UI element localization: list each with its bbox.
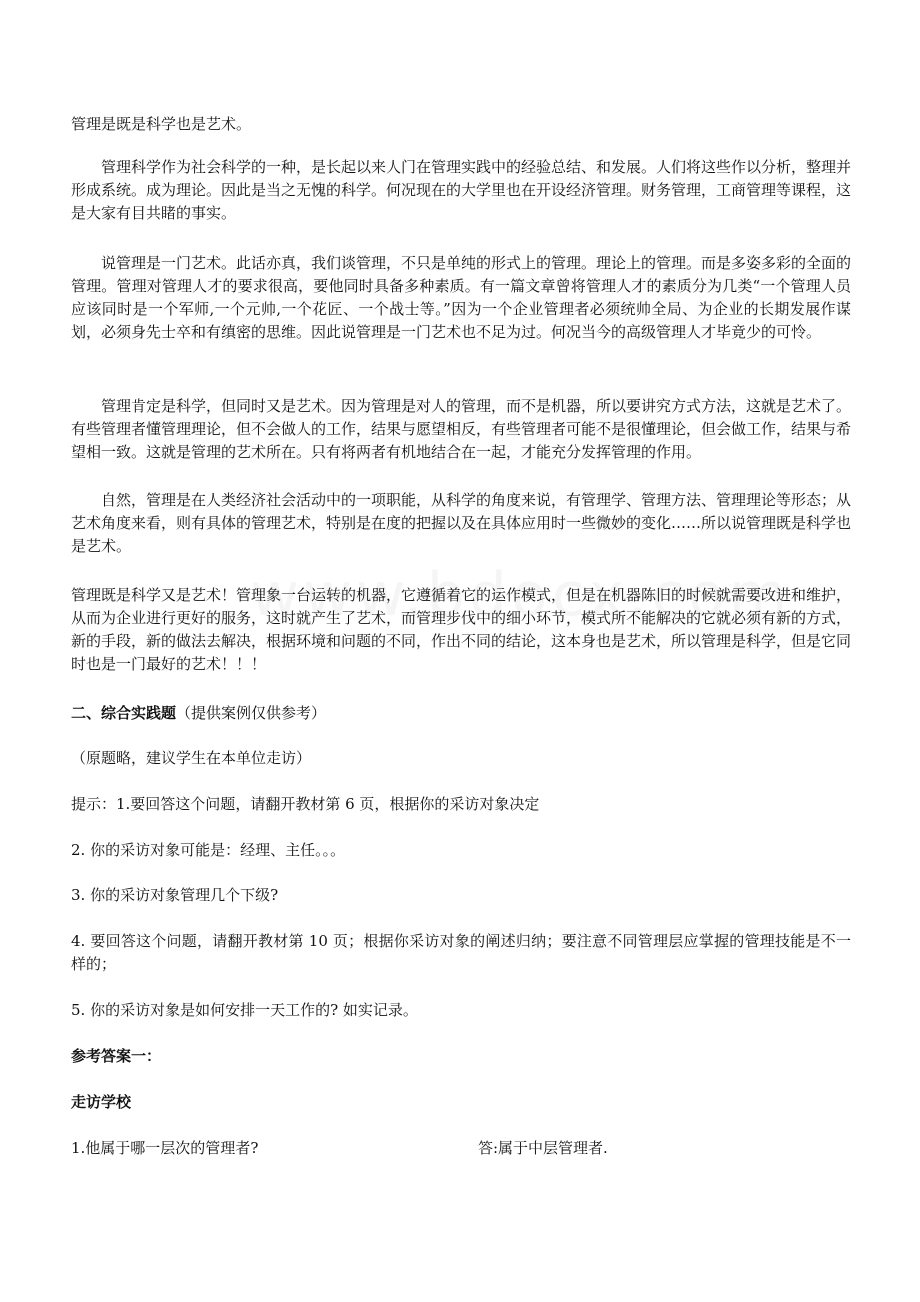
visit-note: （原题略，建议学生在本单位走访） [71,749,312,767]
hint-5: 5. 你的采访对象是如何安排一天工作的? 如实记录。 [71,1001,418,1019]
paragraph-4: 管理肯定是科学，但同时又是艺术。因为管理是对人的管理，而不是机器，所以要讲究方式方法，这就是艺术了。有些管理者懂管理理论，但不会做人的工作，结果与愿望相反，有些管理者可能不是很懂理论，但会做工作，结果与希望相一致。这就是管理的艺术所在。只有将两者有机地结合在一起，才能充分发挥管理的作用。 [71,397,852,461]
section-heading-bold: 二、综合实践题 [71,704,177,722]
hint-3: 3. 你的采访对象管理几个下级? [71,886,279,904]
reference-answer-heading: 参考答案一： [71,1047,162,1065]
paragraph-1: 管理是既是科学也是艺术。 [71,115,252,133]
paragraph-6: 管理既是科学又是艺术！管理象一台运转的机器，它遵循着它的运作模式，但是在机器陈旧的时候就需要改进和维护，从而为企业进行更好的服务，这时就产生了艺术，而管理步伐中的细小环节，模式所不能解决的它就必须有新的方式，新的手段，新的做法去解决，根据环境和问题的不同，作出不同的结论，这本身也是艺术，所以管理是科学，但是它同时也是一门最好的艺术！！！ [71,586,852,673]
hint-4: 4. 要回答这个问题，请翻开教材第 10 页；根据你采访对象的阐述归纳；要注意不同管理层应掌握的管理技能是不一样的； [71,932,851,973]
hint-1: 提示：1.要回答这个问题，请翻开教材第 6 页，根据你的采访对象决定 [71,795,540,813]
paragraph-3: 说管理是一门艺术。此话亦真，我们谈管理，不只是单纯的形式上的管理。理论上的管理。而是多姿多彩的全面的管理。管理对管理人才的要求很高，要他同时具备多种素质。有一篇文章曾将管理人才的素质分为几类“一个管理人员应该同时是一个军师,一个元帅,一个花匠、一个战士等。”因为一个企业管理者必须统帅全局、为企业的长期发展作谋划，必须身先士卒和有缜密的思维。因此说管理是一门艺术也不足为过。何况当今的高级管理人才毕竟少的可怜。 [71,254,852,341]
question-1: 1.他属于哪一层次的管理者? [71,1139,259,1157]
visit-school-heading: 走访学校 [71,1093,132,1111]
hint-2: 2. 你的采访对象可能是：经理、主任。。。 [71,841,346,859]
answer-1: 答:属于中层管理者. [478,1139,608,1157]
paragraph-2: 管理科学作为社会科学的一种，是长起以来人门在管理实践中的经验总结、和发展。人们将这些作以分析，整理并形成系统。成为理论。因此是当之无愧的科学。何况现在的大学里也在开设经济管理。财务管理，工商管理等课程，这是大家有目共睹的事实。 [71,158,852,222]
section-heading-note: （提供案例仅供参考） [176,704,327,722]
section-heading [71,702,851,725]
paragraph-5: 自然，管理是在人类经济社会活动中的一项职能，从科学的角度来说，有管理学、管理方法、管理理论等形态；从艺术角度来看，则有具体的管理艺术，特别是在度的把握以及在具体应用时一些微妙的变化……所以说管理既是科学也是艺术。 [71,491,852,555]
qa-row-1 [71,1137,851,1160]
